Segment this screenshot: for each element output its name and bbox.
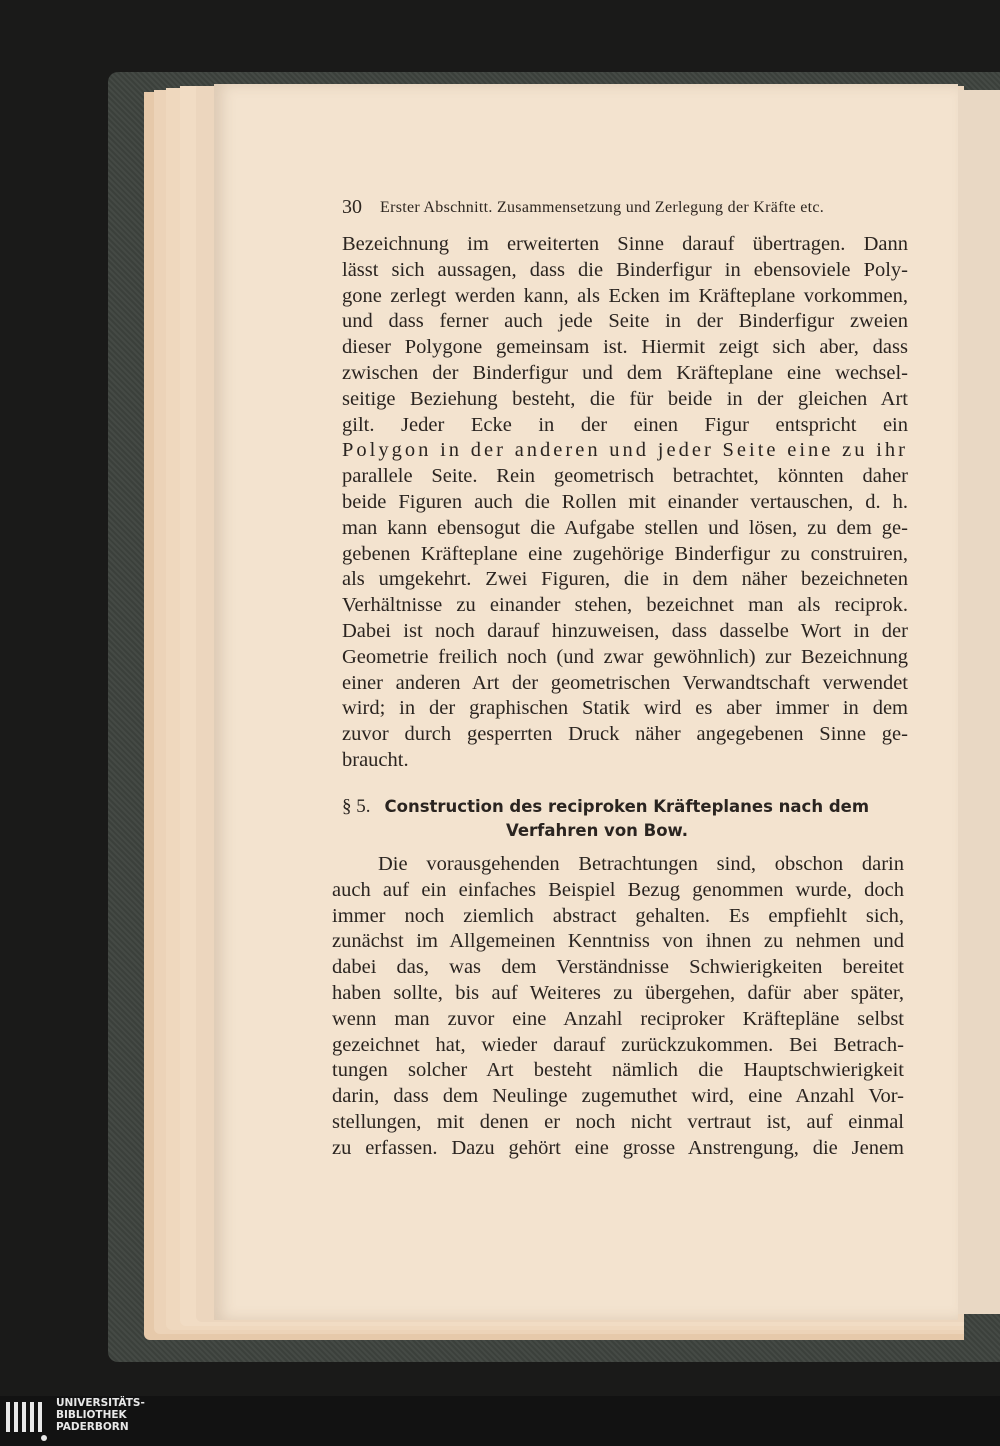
text-line: Bezeichnung im erweiterten Sinne darauf übertragen. Dann [342, 233, 908, 255]
text-line: haben sollte, bis auf Weiteres zu übergehen, dafür aber später, [332, 981, 904, 1004]
section-heading [342, 795, 912, 843]
text-line: dabei das, was dem Verständnisse Schwierigkeiten bereitet [332, 956, 904, 979]
text-line: gebenen Kräfteplane eine zugehörige Binderfigur zu construiren, [342, 542, 908, 565]
text-line: und dass ferner auch jede Seite in der Binderfigur zweien [342, 310, 908, 333]
facing-page-edge [958, 90, 1000, 1314]
text-line: Die vorausgehenden Betrachtungen sind, obschon darin [378, 853, 904, 875]
text-line: stellungen, mit denen er noch nicht vertraut ist, auf einmal [332, 1110, 904, 1133]
text-line: darin, dass dem Neulinge zugemuthet wird, eine Anzahl Vor- [332, 1085, 904, 1108]
text-line: einer anderen Art der geometrischen Verwandtschaft verwendet [342, 671, 908, 694]
text-line: gone zerlegt werden kann, als Ecken im Kräfteplane vorkommen, [342, 284, 908, 307]
text-line: Dabei ist noch darauf hinzuweisen, dass dasselbe Wort in der [342, 619, 908, 642]
text-line: zwischen der Binderfigur und dem Kräfteplane eine wechsel- [342, 361, 908, 384]
paragraph-1 [342, 232, 908, 774]
library-logo-icon [4, 1400, 48, 1442]
text-line: wird; in der graphischen Statik wird es aber immer in dem [342, 697, 908, 720]
library-footer [0, 1396, 1000, 1446]
text-line: Verhältnisse zu einander stehen, bezeichnet man als reciprok. [342, 594, 908, 617]
section-title-line-1: Construction des reciproken Kräfteplanes nach dem [384, 797, 870, 816]
paragraph-2 [332, 852, 904, 1162]
text-line: gezeichnet hat, wieder darauf zurückzukommen. Bei Betrach- [332, 1033, 904, 1056]
text-line: immer noch ziemlich abstract gehalten. Es empfiehlt sich, [332, 904, 904, 927]
logo-line: BIBLIOTHEK [56, 1409, 127, 1421]
section-title-line-2: Verfahren von Bow. [505, 821, 689, 840]
text-line: gilt. Jeder Ecke in der einen Figur entspricht ein [342, 413, 908, 436]
page-number: 30 [342, 196, 362, 218]
section-number: § 5. [342, 796, 371, 817]
text-line: zunächst im Allgemeinen Kenntniss von ihnen zu nehmen und [332, 930, 904, 953]
text-line: Polygon in der anderen und jeder Seite eine zu ihr [342, 439, 908, 462]
text-line: wenn man zuvor eine Anzahl reciproker Kräftepläne selbst [332, 1007, 904, 1030]
text-line: auch auf ein einfaches Beispiel Bezug genommen wurde, doch [332, 878, 904, 901]
text-line: zu erfassen. Dazu gehört eine grosse Anstrengung, die Jenem [332, 1136, 904, 1159]
text-line: dieser Polygone gemeinsam ist. Hiermit zeigt sich aber, dass [342, 336, 908, 359]
logo-line: UNIVERSITÄTS- [56, 1397, 145, 1409]
text-line: tungen solcher Art besteht nämlich die Hauptschwierigkeit [332, 1059, 904, 1082]
logo-line: PADERBORN [56, 1421, 129, 1433]
text-line: braucht. [342, 748, 409, 771]
text-line: zuvor durch gesperrten Druck näher angegebenen Sinne ge- [342, 723, 908, 746]
text-line: parallele Seite. Rein geometrisch betrachtet, könnten daher [342, 465, 908, 488]
text-line: seitige Beziehung besteht, die für beide in der gleichen Art [342, 387, 908, 410]
running-head [342, 196, 912, 224]
running-head-title: Erster Abschnitt. Zusammensetzung und Zerlegung der Kräfte etc. [380, 199, 825, 216]
library-logo-text [56, 1397, 145, 1433]
text-line: man kann ebensogut die Aufgabe stellen und lösen, zu dem ge- [342, 516, 908, 539]
text-line: lässt sich aussagen, dass die Binderfigur in ebensoviele Poly- [342, 258, 908, 281]
text-line: als umgekehrt. Zwei Figuren, die in dem näher bezeichneten [342, 568, 908, 591]
text-line: beide Figuren auch die Rollen mit einander vertauschen, d. h. [342, 490, 908, 513]
text-line: Geometrie freilich noch (und zwar gewöhnlich) zur Bezeichnung [342, 645, 908, 668]
